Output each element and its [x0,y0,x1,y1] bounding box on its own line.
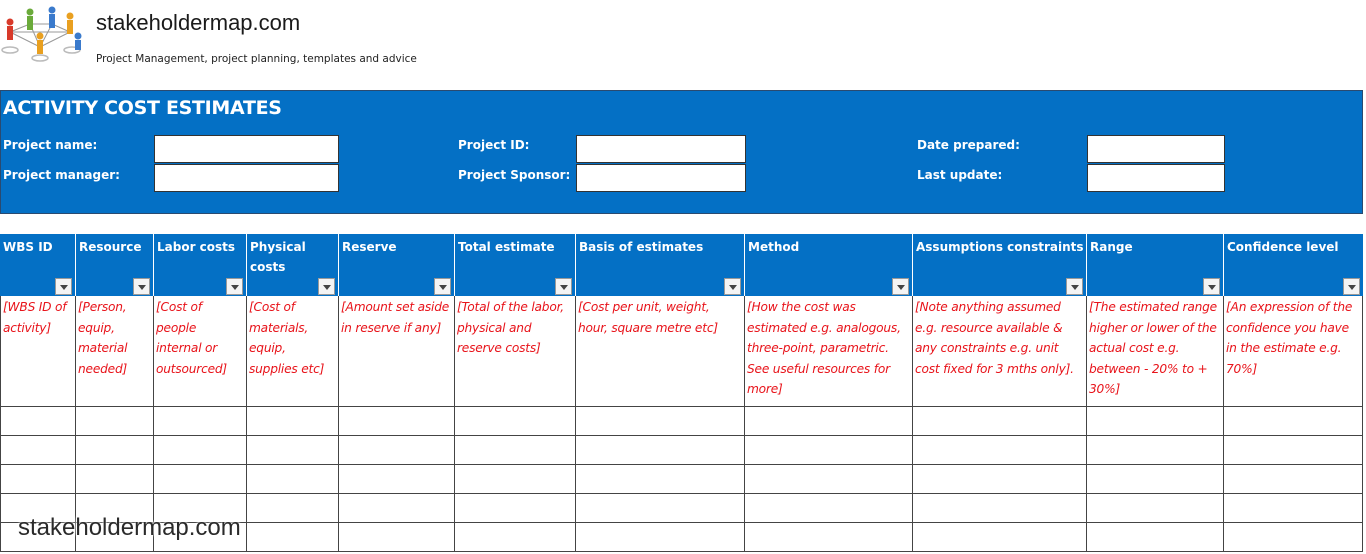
empty-cell[interactable] [247,436,339,465]
example-cell-confidence-level[interactable]: [An expression of the confidence you have in the estimate e.g. 70%] [1224,296,1363,407]
empty-cell[interactable] [339,523,455,552]
column-header-range [1087,234,1224,296]
empty-cell[interactable] [576,523,745,552]
project-manager-label: Project manager: [3,168,120,182]
empty-cell[interactable] [154,465,247,494]
empty-cell[interactable] [913,465,1087,494]
filter-dropdown-icon[interactable] [724,278,741,295]
column-header-label: Reserve [342,240,397,254]
example-cell-resource[interactable]: [Person, equip, material needed] [76,296,154,407]
empty-cell[interactable] [1224,523,1363,552]
empty-cell[interactable] [247,494,339,523]
example-cell-wbs-id[interactable]: [WBS ID of activity] [0,296,76,407]
column-header-label: Total estimate [458,240,555,254]
empty-cell[interactable] [455,465,576,494]
column-header-reserve [339,234,455,296]
column-header-method [745,234,913,296]
filter-dropdown-icon[interactable] [1066,278,1083,295]
date-prepared-field[interactable] [1087,135,1225,163]
example-cell-labor-costs[interactable]: [Cost of people internal or outsourced] [154,296,247,407]
empty-cell[interactable] [0,465,76,494]
column-header-label: Method [748,240,800,254]
empty-cell[interactable] [576,494,745,523]
empty-cell[interactable] [576,407,745,436]
empty-cell[interactable] [576,465,745,494]
empty-cell[interactable] [913,407,1087,436]
column-header-physical-costs [247,234,339,296]
project-name-label: Project name: [3,138,98,152]
column-header-assumptions-constraints [913,234,1087,296]
project-info-panel [0,90,1363,214]
empty-cell[interactable] [339,407,455,436]
filter-dropdown-icon[interactable] [1203,278,1220,295]
example-cell-reserve[interactable]: [Amount set aside in reserve if any] [339,296,455,407]
project-sponsor-field[interactable] [576,164,746,192]
example-cell-physical-costs[interactable]: [Cost of materials, equip, supplies etc] [247,296,339,407]
empty-cell[interactable] [455,494,576,523]
empty-cell[interactable] [1224,407,1363,436]
empty-cell[interactable] [154,436,247,465]
project-sponsor-label: Project Sponsor: [458,168,571,182]
empty-cell[interactable] [1087,465,1224,494]
example-cell-assumptions-constraints[interactable]: [Note anything assumed e.g. resource available & any constraints e.g. unit cost fixed for 3 mths only]. [913,296,1087,407]
filter-dropdown-icon[interactable] [133,278,150,295]
filter-dropdown-icon[interactable] [1343,278,1360,295]
example-cell-basis-of-estimates[interactable]: [Cost per unit, weight, hour, square metre etc] [576,296,745,407]
example-cell-method[interactable]: [How the cost was estimated e.g. analogous, three-point, parametric. See useful resources for more] [745,296,913,407]
column-header-basis-of-estimates [576,234,745,296]
empty-cell[interactable] [0,407,76,436]
empty-cell[interactable] [76,436,154,465]
empty-cell[interactable] [745,465,913,494]
project-id-field[interactable] [576,135,746,163]
column-header-label: Confidence level [1227,240,1339,254]
empty-cell[interactable] [1224,465,1363,494]
empty-cell[interactable] [913,436,1087,465]
empty-cell[interactable] [913,523,1087,552]
column-header-label: Physical costs [250,240,306,274]
empty-cell[interactable] [1224,436,1363,465]
empty-cell[interactable] [339,465,455,494]
empty-cell[interactable] [745,523,913,552]
watermark: stakeholdermap.com [18,514,241,541]
column-header-total-estimate [455,234,576,296]
empty-cell[interactable] [1087,436,1224,465]
empty-cell[interactable] [455,523,576,552]
project-id-label: Project ID: [458,138,530,152]
example-cell-total-estimate[interactable]: [Total of the labor, physical and reserve costs] [455,296,576,407]
empty-cell[interactable] [745,407,913,436]
column-header-label: WBS ID [3,240,53,254]
filter-dropdown-icon[interactable] [555,278,572,295]
column-header-resource [76,234,154,296]
stakeholdermap-logo-icon [0,2,90,64]
project-manager-field[interactable] [154,164,339,192]
empty-cell[interactable] [745,494,913,523]
filter-dropdown-icon[interactable] [318,278,335,295]
empty-cell[interactable] [1224,494,1363,523]
empty-cell[interactable] [455,436,576,465]
project-name-field[interactable] [154,135,339,163]
column-header-wbs-id [0,234,76,296]
empty-cell[interactable] [1087,407,1224,436]
empty-cell[interactable] [1087,523,1224,552]
empty-cell[interactable] [455,407,576,436]
empty-cell[interactable] [247,465,339,494]
empty-cell[interactable] [1087,494,1224,523]
form-title: ACTIVITY COST ESTIMATES [3,97,282,119]
last-update-field[interactable] [1087,164,1225,192]
empty-cell[interactable] [339,436,455,465]
empty-cell[interactable] [154,407,247,436]
empty-cell[interactable] [745,436,913,465]
empty-cell[interactable] [0,436,76,465]
empty-cell[interactable] [913,494,1087,523]
column-header-confidence-level [1224,234,1363,296]
filter-dropdown-icon[interactable] [226,278,243,295]
column-header-label: Range [1090,240,1133,254]
empty-cell[interactable] [247,523,339,552]
empty-cell[interactable] [76,465,154,494]
column-header-label: Basis of estimates [579,240,704,254]
site-tagline: Project Management, project planning, templates and advice [96,53,417,65]
column-header-label: Labor costs [157,240,236,254]
last-update-label: Last update: [917,168,1003,182]
empty-cell[interactable] [576,436,745,465]
column-header-label: Resource [79,240,142,254]
empty-cell[interactable] [76,407,154,436]
column-header-label: Assumptions constraints [916,240,1084,254]
date-prepared-label: Date prepared: [917,138,1020,152]
example-cell-range[interactable]: [The estimated range higher or lower of the actual cost e.g. between - 20% to + 30%] [1087,296,1224,407]
site-name: stakeholdermap.com [96,10,301,35]
filter-dropdown-icon[interactable] [892,278,909,295]
filter-dropdown-icon[interactable] [434,278,451,295]
column-header-labor-costs [154,234,247,296]
empty-cell[interactable] [247,407,339,436]
empty-cell[interactable] [339,494,455,523]
filter-dropdown-icon[interactable] [55,278,72,295]
